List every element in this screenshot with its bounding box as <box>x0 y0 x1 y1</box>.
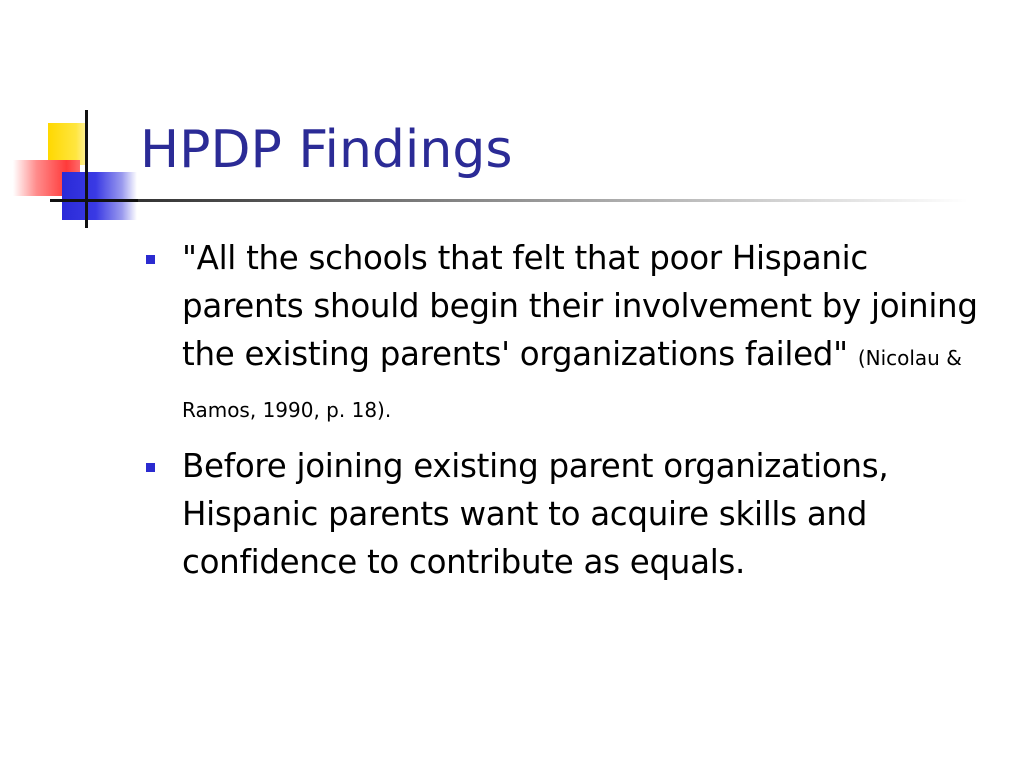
corner-decoration <box>0 0 160 240</box>
slide-title: HPDP Findings <box>140 120 513 180</box>
bullet-text: Before joining existing parent organizations, Hispanic parents want to acquire skills and confidence to contribute as equals. <box>182 447 889 581</box>
vertical-rule <box>85 110 88 228</box>
title-underline <box>138 199 968 202</box>
square-bullet-icon <box>146 463 155 472</box>
bullet-text: "All the schools that felt that poor Hispanic parents should begin their involvement by joining the existing parents' organizations failed" <box>182 239 978 373</box>
bullet-item <box>140 234 990 434</box>
blue-square-decoration <box>62 172 137 220</box>
yellow-square-decoration <box>48 123 88 165</box>
bullet-citation: (Nicolau & Ramos, 1990, p. 18). <box>182 346 962 422</box>
square-bullet-icon <box>146 255 155 264</box>
horizontal-rule-left <box>50 199 140 202</box>
bullet-item <box>140 442 990 586</box>
bullet-list <box>140 234 990 594</box>
